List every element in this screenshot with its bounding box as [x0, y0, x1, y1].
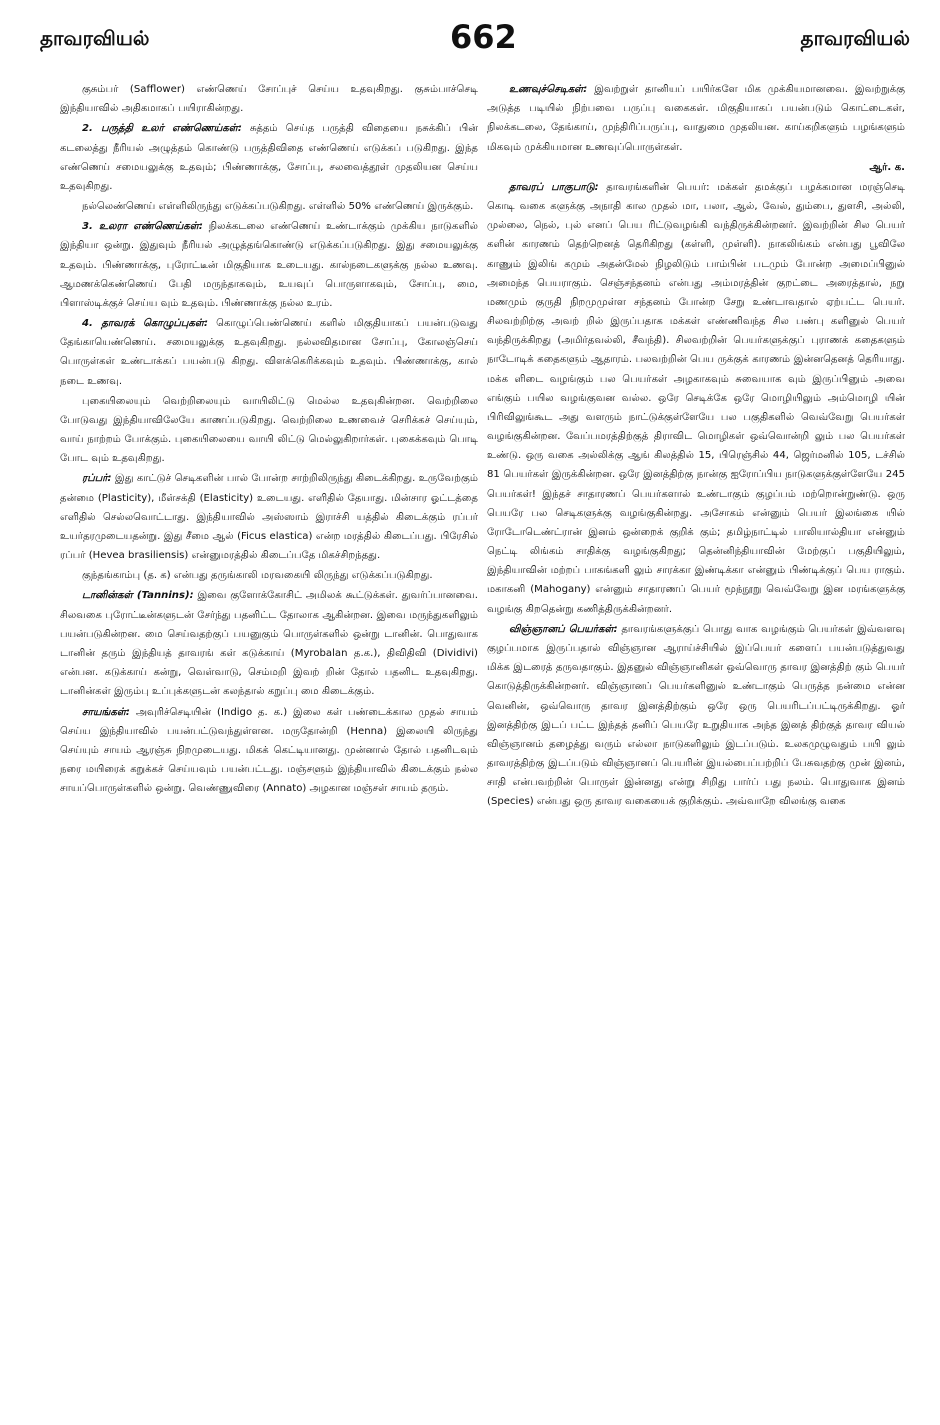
paragraph-heading: தாவரப் பாகுபாடு: [509, 181, 599, 193]
paragraph-text: இவற்றுள் தானியப் பயிர்களே மிக முக்கியமானவை. இவற்றுக்கு அடுத்த படியில் நிற்பவை பருப்பு வகைகள். மிகுதியாகப் பயன்படும் கொட்டைகள், நிலக்கடலை, தேங்காய், முந்திரிப்பருப்பு, வாதுமை முதலியன. காய்கறிகளும் பழங்களும் மிகவும் முக்கியமான உணவுப்பொருள்கள். [487, 84, 905, 153]
left-column [60, 80, 478, 799]
paragraph [487, 178, 905, 619]
paragraph-text: இது காட்டுச் செடிகளின் பால் போன்ற சாற்றிலிருந்து கிடைக்கிறது. உருவேற்கும் தன்மை (Plasticity), மீள்சக்தி (Elasticity) உடையது. எளிதில் தேயாது. மின்சார ஓட்டத்தை எளிதில் செல்லவொட்டாது. இந்தியாவில் அஸ்ஸாம் இராச்சி யத்தில் கிடைக்கும் ரப்பர் உயர்தரமுடையதன்று. இது சீமை ஆல் (Ficus elastica) என்ற மரத்தில் கிடைப்பது. பிரேசில் ரப்பர் (Hevea brasiliensis) என்னுமரத்தில் கிடைப்பதே மிகச்சிறந்தது. [60, 473, 478, 562]
paragraph [487, 80, 905, 157]
paragraph [60, 119, 478, 196]
paragraph-heading: விஞ்ஞானப் பெயர்கள்: [509, 623, 618, 635]
paragraph-heading: 4. தாவரக் கொழுப்புகள்: [82, 318, 208, 330]
paragraph-text: சுத்தம் செய்த பருத்தி விதையை நசுக்கிப் பின் கடலைத்து நீரியல் அழுத்தம் கொண்டு பருத்திவிதை எண்ணெய் எடுக்கப் படுகிறது. இந்த எண்ணெய் சமையலுக்கு உதவும்; பிண்ணாக்கு, சோப்பு, சலவைத்தூள் முதலியன செய்ய உதவுகிறது. [60, 123, 478, 192]
paragraph-text: நிலக்கடலை எண்ணெய் உண்டாக்கும் முக்கிய நாடுகளில் இந்தியா ஒன்று. இதுவும் நீரியல் அழுத்தங்கொண்டு எடுக்கப்படுகிறது. இது சமையலுக்கு உதவும். பிண்ணாக்கு, புரோட்டீன் மிகுதியாக உடையது. கால்நடைகளுக்கு நல்ல உணவு. ஆமணக்கெண்ணெய் பேதி மருந்தாகவும், உயவுப் பொருளாகவும், சோப்பு, மை, பிளாஸ்டிக்குச் செய்ய வும் உதவும். பிண்ணாக்கு நல்ல உரம். [60, 221, 478, 309]
running-header-right: தாவரவியல் [800, 26, 910, 50]
paragraph-heading: உணவுச்செடிகள்: [509, 84, 588, 95]
author-initials: ஆர். க. [869, 161, 905, 173]
paragraph [60, 586, 478, 701]
paragraph [60, 217, 478, 313]
paragraph-text: குந்தங்காம்பு (த. க) என்பது தருங்காலி மரவகையி லிருந்து எடுக்கப்படுகிறது. [82, 570, 433, 582]
paragraph [487, 620, 905, 812]
paragraph-heading: டானின்கள் (Tannins): [82, 590, 194, 602]
paragraph [60, 197, 478, 216]
paragraph-text: இவை குளோக்கோசிட் அமிலக் கூட்டுக்கள். துவர்ப்பானவை. சிலவகை புரோட்டீன்களுடன் சேர்ந்து பதனிட்ட தோலாக ஆகின்றன. இவை மருந்துகளிலும் பயன்படுகின்றன. மை செய்வதற்குப் பயனுகும் பொருள்களில் ஒன்று டானின். பொதுவாக டானின் தரும் இந்தியத் தாவரங் கள் கடுக்காய் (Myrobalan த.க.), திவிதிவி (Dividivi) என்பன. கடுக்காய் கன்று, வெள்வாடு, செம்மறி இவற் றின் தோல் பதனிட உதவுகிறது. டானின்கள் இரும்பு உப்புக்களுடன் கலந்தால் கறுப்பு மை கிடைக்கும். [60, 590, 478, 698]
paragraph [60, 566, 478, 585]
paragraph [60, 703, 478, 799]
paragraph [60, 314, 478, 391]
paragraph [60, 469, 478, 565]
paragraph-text: குசும்பர் (Safflower) எண்ணெய் சோப்புச் செய்ய உதவுகிறது. குசும்பாச்செடி இந்தியாவில் அதிகமாகப் பயிராகின்றது. [60, 84, 478, 115]
paragraph-text: தாவரங்களின் பெயர்: மக்கள் தமக்குப் பழக்கமான மரஞ்செடி கொடி வகை களுக்கு அநாதி கால முதல் மா, பலா, ஆல், வேல், தும்பை, துளசி, அல்லி, முல்லை, நெல், புல் எனப் பெய ரிட்டுவழங்கி வந்திருக்கின்றனர். இவற்றின் சில பெயர் களின் காரணம் தெற்றெனத் தெரிகிறது (கள்ளி, முள்ளி). நாகலிங்கம் என்பது பூவிலே காணும் இலிங் கமும் அதன்மேல் நிழலிடும் பாம்பின் படமும் போன்ற அமைப்பினுல் அமைந்த பெயராகும். செஞ்சந்தனம் என்பது அம்மரத்தின் குறட்டை அரைத்தால், நறு மணமும் குருதி நிறமுமுள்ள சந்தனம் போன்ற சேறு உண்டாவதால் ஏற்பட்ட பெயர். சிலவற்றிற்கு அவற் றில் இருப்பதாக மக்கள் எண்ணிவந்த சில பண்பு களினுல் பெயர் வந்திருக்கிறது (அமிர்தவல்லி, சீவந்தி). சிலவற்றின் பெயர்களுக்குப் புராணக் கதைகளும் நாடோடிக் கதைகளும் ஆதாரம். பலவற்றின் பெய ருக்குக் காரணம் இன்னதெனத் தெரியாது. மக்க ளிடை வழங்கும் பல பெயர்கள் அழகாகவும் சுவையாக வும் இருப்பினும் அவை எங்கும் பயில வழங்குவன வல்ல. ஒரே செடிக்கே ஒரே மொழியிலும் அம்மொழி யின் பிரிவிலுங்கூட அது வளரும் நாட்டுக்குள்ளேயே பல பகுதிகளில் வெவ்வேறு பெயர்கள் வழங்குகின்றன. வேப்பமரத்திற்குத் திராவிட மொழிகள் ஒவ்வொன்றி லும் பல பெயர்கள் உண்டு. ஒரு வகை அல்லிக்கு ஆங் கிலத்தில் 15, பிரெஞ்சில் 44, ஜெர்மனில் 105, டச்சில் 81 பெயர்கள் இருக்கின்றன. ஒரே இனத்திற்கு நான்கு ஐரோப்பிய நாடுகளுக்குள்ளேயே 245 பெயர்கள்! இந்தச் சாதாரணப் பெயர்களால் உண்டாகும் குழப்பம் மற்றொன்றுண்டு. ஒரு பெயரே பல செடிகளுக்கு வழங்குகின்றது. அசோகம் என்னும் பெயர் இலங்கை யில் ரோடோடெண்ட்ரான் இனம் ஒன்றைக் குறிக் கும்; தமிழ்நாட்டில் பாலியால்தியா என்னும் நெட்டி லிங்கம் சாதிக்கு வழங்குகிறது; தென்னிந்தியாவின் மேற்குப் பகுதியிலும், இந்தியாவின் மற்றப் பாகங்களி லும் சாரக்கா இண்டிக்கா என்னும் பிண்டிக்குப் பெய ராகும். மகாகனி (Mahogany) என்னும் சாதாரணப் பெயர் மூந்நூறு வெவ்வேறு இன மரங்களுக்கு வழங்கு கிறதென்று கணித்திருக்கின்றனர். [487, 181, 905, 615]
paragraph [487, 158, 905, 177]
paragraph-heading: சாயங்கள்: [82, 706, 130, 718]
page-header [40, 18, 910, 58]
paragraph-heading: 3. உலரா எண்ணெய்கள்: [82, 221, 203, 233]
paragraph [60, 392, 478, 469]
running-header-left: தாவரவியல் [40, 26, 150, 50]
paragraph-text: தாவரங்களுக்குப் பொது வாக வழங்கும் பெயர்கள் இவ்வளவு குழப்பமாக இருப்பதால் விஞ்ஞான ஆராய்ச்சியில் இப்பெயர் களைப் பயன்படுத்துவது மிக்க இடரைத் தருவதாகும். இதனுல் விஞ்ஞானிகள் ஒவ்வொரு தாவர இனத்திற் கும் பெயர் கொடுத்திருக்கின்றனர். விஞ்ஞானப் பெயர்களினுல் உண்டாகும் பெருத்த நன்மை என்ன வெனின், ஒவ்வொரு தாவர இனத்திற்கும் ஒரே ஒரு பெயரிடப்பட்டிருக்கிறது. ஓர் இனத்திற்கு இடப் பட்ட இந்தத் தனிப் பெயரே உறுதியாக அந்த இனத் திற்குத் தாவர வியல் விஞ்ஞானம் தழைத்து வரும் எல்லா நாடுகளிலும் இடப்படும். உலகமுழுவதும் பயி லும் தாவரத்திற்கு இடப்படும் விஞ்ஞானப் பெயரின் இயல்பைப்பற்றிப் பேசுவதற்கு முன் இனம், சாதி என்பவற்றின் பொருள் இன்னது என்று சிறிது பார்ப் பது நலம். பொதுவாக இனம் (Species) என்பது ஒரு தாவர வகையைக் குறிக்கும். அவ்வாறே விலங்கு வகை [487, 623, 905, 808]
right-column [487, 80, 905, 813]
paragraph-heading: 2. பருத்தி உலர் எண்ணெய்கள்: [82, 123, 242, 135]
paragraph-text: புகையிலையும் வெற்றிலையும் வாயிலிட்டு மெல்ல உதவுகின்றன. வெற்றிலை போடுவது இந்தியாவிலேயே காணப்படுகிறது. வெற்றிலை உணவைச் செரிக்கச் செய்யும், வாய் நாற்றம் போக்கும். புகையிலையை வாயி லிட்டு மெல்லுகிறார்கள். புகைக்கவும் பொடி போட வும் உதவுகிறது. [60, 395, 478, 465]
paragraph-text: கொழுப்பெண்ணெய் களில் மிகுதியாகப் பயன்படுவது தேங்காயெண்ணெய். சமையலுக்கு உதவுகிறது. நல்லவிதமான சோப்பு, கோலஞ்செய் பொருள்கள் உண்டாக்கப் பயன்படு கிறது. விளக்கெரிக்கவும் உதவும். பிண்ணாக்கு, கால் நடை உணவு. [60, 318, 478, 387]
page-number: 662 [450, 18, 517, 56]
paragraph-text: நல்லெண்ணெய் எள்ளிலிருந்து எடுக்கப்படுகிறது. எள்ளில் 50% எண்ணெய் இருக்கும். [82, 201, 474, 213]
paragraph-heading: ரப்பர்: [82, 473, 112, 485]
paragraph-text: அவுரிச்செடியின் (Indigo த. க.) இலை கள் பண்டைக்கால முதல் சாயம் செய்ய இந்தியாவில் பயன்பட்டுவந்துள்ளன. மருதோன்றி (Henna) இலையி லிருந்து செய்யும் சாயம் ஆரஞ்சு நிறமுடையது. மிகக் கெட்டியானது. முன்னால் தோல் பதனிடவும் நரை மயிரைக் கறுக்கச் செய்யவும் பயன்பட்டது. மஞ்சளும் இந்தியாவில் கிடைக்கும் நல்ல சாயப்பொருள்களில் ஒன்று. வெண்ணுவிரை (Annato) அழகான மஞ்சள் சாயம் தரும். [60, 706, 478, 795]
paragraph [60, 80, 478, 118]
